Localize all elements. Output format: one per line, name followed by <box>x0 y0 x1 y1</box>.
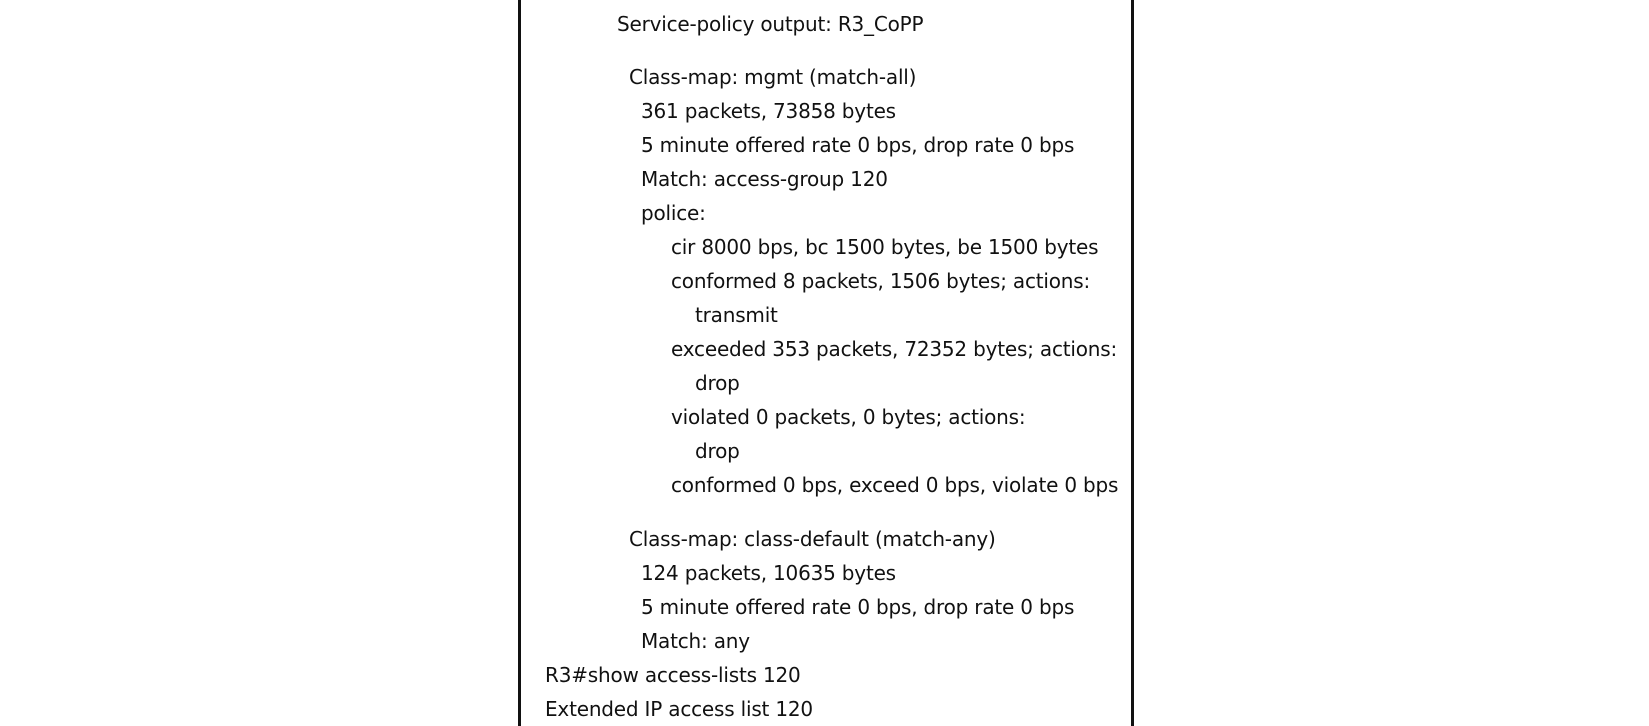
class-map-default-line: Class-map: class-default (match-any) <box>629 527 996 551</box>
default-match-line: Match: any <box>641 629 750 653</box>
violated-line: violated 0 packets, 0 bytes; actions: <box>671 405 1026 429</box>
conformed-action-line: transmit <box>695 303 778 327</box>
default-rate-line: 5 minute offered rate 0 bps, drop rate 0 bps <box>641 595 1075 619</box>
class-map-mgmt-line: Class-map: mgmt (match-all) <box>629 65 917 89</box>
access-list-header: Extended IP access list 120 <box>545 697 813 721</box>
default-packets-line: 124 packets, 10635 bytes <box>641 561 896 585</box>
rate-line: 5 minute offered rate 0 bps, drop rate 0 bps <box>641 133 1075 157</box>
match-line: Match: access-group 120 <box>641 167 888 191</box>
violated-action-line: drop <box>695 439 740 463</box>
packets-line: 361 packets, 73858 bytes <box>641 99 896 123</box>
service-policy-line: Service-policy output: R3_CoPP <box>617 12 924 36</box>
exceeded-action-line: drop <box>695 371 740 395</box>
exceeded-line: exceeded 353 packets, 72352 bytes; actions: <box>671 337 1118 361</box>
conformed-line: conformed 8 packets, 1506 bytes; actions: <box>671 269 1091 293</box>
cir-line: cir 8000 bps, bc 1500 bytes, be 1500 bytes <box>671 235 1099 259</box>
show-access-lists-command: R3#show access-lists 120 <box>545 663 801 687</box>
police-line: police: <box>641 201 706 225</box>
conformed-rate-line: conformed 0 bps, exceed 0 bps, violate 0 bps <box>671 473 1119 497</box>
